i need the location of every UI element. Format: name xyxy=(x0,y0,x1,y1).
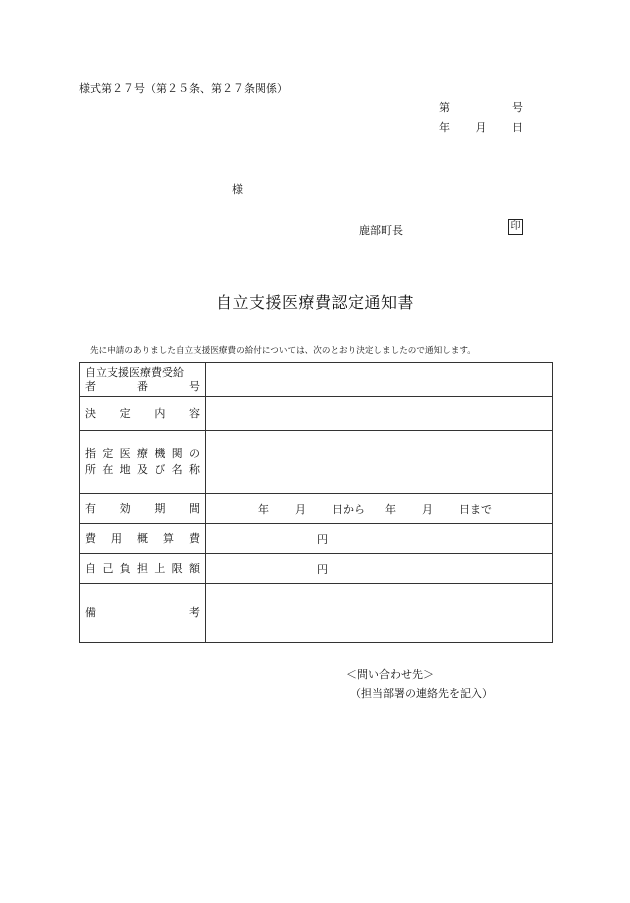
period-year2: 年 xyxy=(385,502,396,516)
recipient-number-value xyxy=(206,363,553,397)
document-number xyxy=(439,99,523,115)
limit-value xyxy=(206,554,553,584)
institution-label xyxy=(80,431,206,494)
seal-mark: 印 xyxy=(508,219,523,235)
form-number: 様式第２７号（第２５条、第２７条関係） xyxy=(79,82,288,95)
notice-table xyxy=(79,362,553,643)
remarks-value xyxy=(206,584,553,643)
period-value xyxy=(206,494,553,524)
remarks-label: 備 考 xyxy=(80,584,206,643)
limit-unit: 円 xyxy=(317,562,328,576)
intro-text: 先に申請のありました自立支援医療費の給付については、次のとおり決定しましたので通知します。 xyxy=(90,346,476,356)
cost-value xyxy=(206,524,553,554)
table-row xyxy=(80,494,553,524)
cost-unit: 円 xyxy=(317,532,328,546)
table-row xyxy=(80,431,553,494)
period-month2: 月 xyxy=(422,502,433,516)
period-day2: 日まで xyxy=(459,502,492,516)
decision-label: 決 定 内 容 xyxy=(80,397,206,431)
table-row xyxy=(80,363,553,397)
issuer-name: 鹿部町長 xyxy=(359,224,403,237)
issue-date xyxy=(439,119,523,135)
institution-label-line1: 指 定 医 療 機 関 の xyxy=(85,447,200,460)
doc-no-suffix: 号 xyxy=(512,101,523,114)
document-title: 自立支援医療費認定通知書 xyxy=(215,293,414,312)
period-month1: 月 xyxy=(295,502,306,516)
institution-label-line2: 所 在 地 及 び 名 称 xyxy=(85,463,200,476)
date-day: 日 xyxy=(512,121,523,134)
date-year: 年 xyxy=(439,121,450,134)
institution-value xyxy=(206,431,553,494)
recipient-label-line2: 者 番 号 xyxy=(85,379,200,393)
table-row xyxy=(80,554,553,584)
doc-no-prefix: 第 xyxy=(439,101,450,114)
limit-label: 自 己 負 担 上 限 額 xyxy=(80,554,206,584)
period-label: 有 効 期 間 xyxy=(80,494,206,524)
date-month: 月 xyxy=(475,121,487,134)
cost-label: 費 用 概 算 費 xyxy=(80,524,206,554)
table-row xyxy=(80,584,553,643)
period-year1: 年 xyxy=(258,502,269,516)
contact-note: （担当部署の連絡先を記入） xyxy=(350,687,493,700)
period-day1: 日から xyxy=(332,502,365,516)
table-row xyxy=(80,397,553,431)
contact-heading: ＜問い合わせ先＞ xyxy=(346,668,434,681)
recipient-number-label xyxy=(80,363,206,397)
recipient-label-line1: 自立支援医療費受給 xyxy=(85,365,184,379)
addressee-honorific: 様 xyxy=(232,183,243,196)
decision-value xyxy=(206,397,553,431)
table-row xyxy=(80,524,553,554)
